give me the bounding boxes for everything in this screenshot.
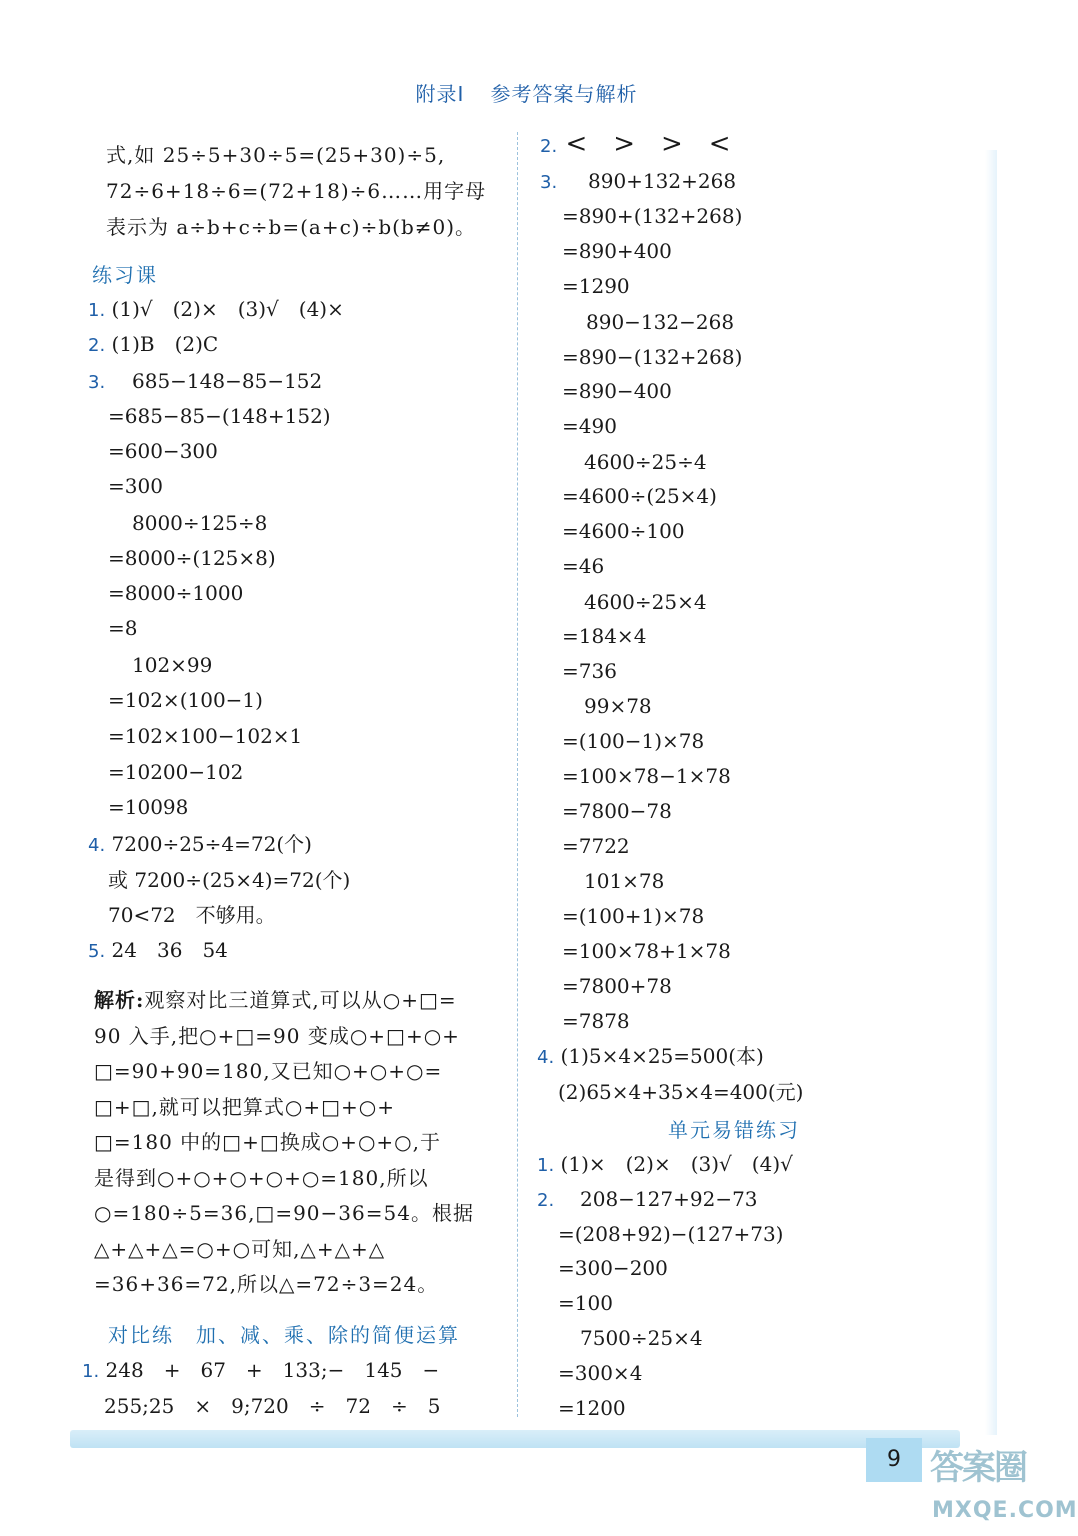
answer-2 — [88, 331, 218, 359]
answer-text: (2)65×4+35×4=400(元) — [558, 1080, 804, 1104]
answer-text: 7200÷25÷4=72(个) — [111, 832, 312, 856]
answer-text: (1)B (2)C — [111, 332, 219, 356]
question-number: 4. — [88, 835, 106, 856]
error-answer-2 — [537, 1186, 554, 1214]
answer-5 — [88, 937, 228, 965]
header-title: 参考答案与解析 — [490, 82, 638, 106]
calc-line: =490 — [562, 414, 617, 438]
answer-text: 70<72 不够用。 — [108, 903, 276, 927]
calc-line: =(100−1)×78 — [562, 729, 705, 753]
analysis-label: 解析: — [94, 988, 145, 1012]
calc-line: =4600÷(25×4) — [562, 484, 717, 508]
calc-line: =1290 — [562, 274, 630, 298]
question-number: 1. — [537, 1155, 555, 1176]
calc-line: =7722 — [562, 834, 630, 858]
calc-line: =100×78+1×78 — [562, 939, 731, 963]
answer-4 — [88, 831, 312, 859]
column-divider — [517, 132, 518, 1417]
calc-line: =600−300 — [108, 439, 218, 463]
analysis-line: □=90+90=180,又已知○+○+○= — [94, 1059, 443, 1083]
question-number: 2. — [540, 136, 558, 157]
analysis-line: □+□,就可以把算式○+□+○+ — [94, 1095, 395, 1119]
question-number: 4. — [537, 1047, 555, 1068]
calc-line: =300×4 — [558, 1361, 643, 1385]
calc-line: 685−148−85−152 — [132, 369, 323, 393]
calc-line: 4600÷25×4 — [584, 590, 707, 614]
calc-line: =(100+1)×78 — [562, 904, 705, 928]
intro-line: 表示为 a÷b+c÷b=(a+c)÷b(b≠0)。 — [106, 215, 477, 239]
intro-line: 式,如 25÷5+30÷5=(25+30)÷5, — [106, 143, 446, 167]
question-number: 3. — [88, 372, 106, 393]
calc-line: 4600÷25÷4 — [584, 450, 707, 474]
page-edge-band — [985, 150, 997, 1435]
calc-line: =4600÷100 — [562, 519, 685, 543]
analysis-line: ○=180÷5=36,□=90−36=54。根据 — [94, 1201, 474, 1225]
calc-line: 99×78 — [584, 694, 652, 718]
calc-line: 208−127+92−73 — [580, 1187, 758, 1211]
calc-line: =7800−78 — [562, 799, 672, 823]
section-title-contrast: 对比练 加、减、乘、除的简便运算 — [108, 1323, 460, 1347]
right-answer-3 — [540, 168, 557, 196]
calc-line: =102×(100−1) — [108, 688, 263, 712]
question-number: 5. — [88, 941, 106, 962]
question-number: 3. — [540, 172, 558, 193]
calc-line: 890+132+268 — [588, 169, 737, 193]
calc-line: 890−132−268 — [586, 310, 735, 334]
calc-line: =736 — [562, 659, 617, 683]
calc-line: =300 — [108, 474, 163, 498]
error-answer-1 — [537, 1151, 793, 1179]
calc-line: =890−400 — [562, 379, 672, 403]
watermark-logo — [930, 1440, 1078, 1532]
answer-1 — [88, 296, 344, 324]
answer-text: < > > < — [565, 129, 731, 159]
calc-line: =7800+78 — [562, 974, 672, 998]
calc-line: =102×100−102×1 — [108, 724, 303, 748]
answer-text: 或 7200÷(25×4)=72(个) — [108, 868, 351, 892]
calc-line: 8000÷125÷8 — [132, 511, 268, 535]
analysis-line: 解析:观察对比三道算式,可以从○+□= — [94, 988, 457, 1012]
section-title-practice: 练习课 — [92, 263, 158, 287]
answer-3 — [88, 368, 105, 396]
analysis-line: 90 入手,把○+□=90 变成○+□+○+ — [94, 1024, 460, 1048]
calc-line: =8000÷1000 — [108, 581, 244, 605]
calc-line: =100×78−1×78 — [562, 764, 731, 788]
answer-text: (1)× (2)× (3)√ (4)√ — [560, 1152, 793, 1176]
analysis-line: △+△+△=○+○可知,△+△+△ — [94, 1237, 386, 1261]
calc-line: =685−85−(148+152) — [108, 404, 331, 428]
contrast-answer-1 — [82, 1357, 439, 1385]
question-number: 2. — [88, 335, 106, 356]
calc-line: =10098 — [108, 795, 189, 819]
calc-line: =46 — [562, 554, 605, 578]
calc-line: =300−200 — [558, 1256, 668, 1280]
question-number: 1. — [88, 300, 106, 321]
watermark-url: MXQE.COM — [932, 1498, 1078, 1523]
calc-line: =1200 — [558, 1396, 626, 1420]
calc-line: =8000÷(125×8) — [108, 546, 276, 570]
calc-line: =890+(132+268) — [562, 204, 743, 228]
watermark-text: 答案圈 — [930, 1448, 1026, 1488]
calc-line: 101×78 — [584, 869, 665, 893]
question-number: 1. — [82, 1361, 100, 1382]
intro-line: 72÷6+18÷6=(72+18)÷6……用字母 — [106, 179, 487, 203]
calc-line: =890+400 — [562, 239, 672, 263]
answer-text: (1)√ (2)× (3)√ (4)× — [111, 297, 344, 321]
calc-line: =890−(132+268) — [562, 345, 743, 369]
footer-band — [70, 1430, 960, 1448]
calc-line: =10200−102 — [108, 760, 244, 784]
answer-text: 248 + 67 + 133;− 145 − — [105, 1358, 440, 1382]
calc-line: =7878 — [562, 1009, 630, 1033]
calc-line: 102×99 — [132, 653, 213, 677]
answer-text: 24 36 54 — [111, 938, 228, 962]
page-number: 9 — [866, 1438, 922, 1482]
analysis-line: □=180 中的□+□换成○+○+○,于 — [94, 1130, 441, 1154]
question-number: 2. — [537, 1190, 555, 1211]
right-answer-2 — [540, 131, 731, 160]
calc-line: =(208+92)−(127+73) — [558, 1222, 784, 1246]
answer-text: (1)5×4×25=500(本) — [560, 1044, 764, 1068]
analysis-line: 是得到○+○+○+○+○=180,所以 — [94, 1166, 429, 1190]
analysis-line: =36+36=72,所以△=72÷3=24。 — [94, 1272, 439, 1296]
right-answer-4 — [537, 1043, 764, 1071]
page-header — [0, 78, 1053, 107]
calc-line: 7500÷25×4 — [580, 1326, 703, 1350]
section-title-errors: 单元易错练习 — [668, 1118, 800, 1142]
calc-line: =184×4 — [562, 624, 647, 648]
calc-line: =8 — [108, 616, 138, 640]
answer-text: 255;25 × 9;720 ÷ 72 ÷ 5 — [104, 1394, 441, 1418]
calc-line: =100 — [558, 1291, 613, 1315]
appendix-label: 附录Ⅰ — [415, 82, 465, 106]
